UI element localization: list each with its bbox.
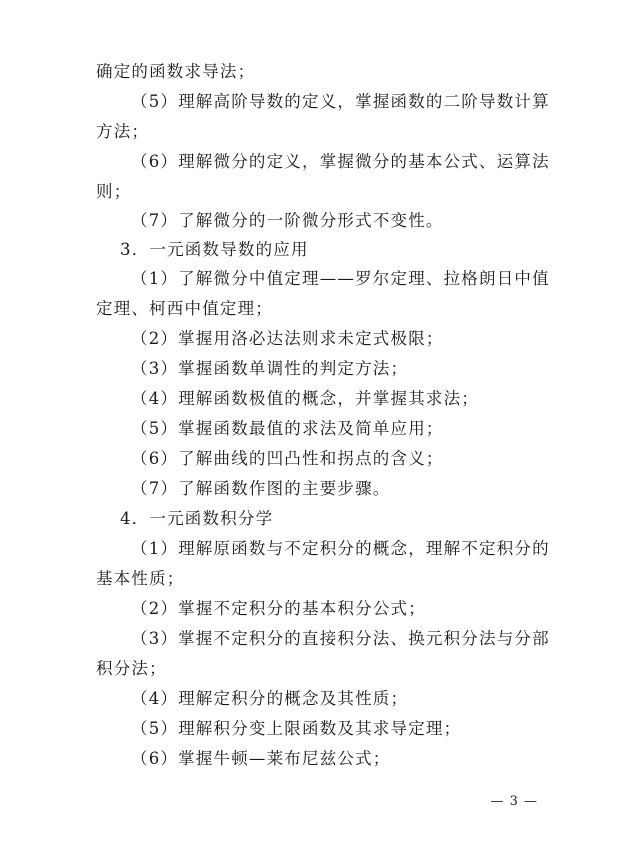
text-line: （4）理解函数极值的概念，并掌握其求法； [131, 389, 479, 408]
section-heading: 4．一元函数积分学 [120, 509, 274, 528]
text-line: （5）理解高阶导数的定义，掌握函数的二阶导数计算 [131, 92, 550, 111]
text-line: 定理、柯西中值定理； [96, 299, 273, 318]
text-line: （5）理解积分变上限函数及其求导定理； [131, 719, 462, 738]
text-line: （3）掌握函数单调性的判定方法； [131, 359, 409, 378]
text-line: （3）掌握不定积分的直接积分法、换元积分法与分部 [131, 629, 550, 648]
text-line: 积分法； [96, 659, 167, 678]
text-line: （1）理解原函数与不定积分的概念，理解不定积分的 [131, 539, 550, 558]
text-line: （4）理解定积分的概念及其性质； [131, 689, 409, 708]
text-line: （6）了解曲线的凹凸性和拐点的含义； [131, 449, 444, 468]
text-line: 则； [96, 182, 132, 201]
section-heading: 3．一元函数导数的应用 [120, 240, 309, 259]
text-line: （2）掌握不定积分的基本积分公式； [131, 599, 426, 618]
text-line: （6）掌握牛顿—莱布尼兹公式； [131, 749, 391, 768]
text-line: 确定的函数求导法； [96, 62, 256, 81]
text-line: （1）了解微分中值定理——罗尔定理、拉格朗日中值 [131, 269, 550, 288]
text-line: （7）了解微分的一阶微分形式不变性。 [131, 211, 444, 230]
text-line: （5）掌握函数最值的求法及简单应用； [131, 419, 444, 438]
text-line: （2）掌握用洛必达法则求未定式极限； [131, 329, 444, 348]
text-line: 基本性质； [96, 569, 185, 588]
text-line: （6）理解微分的定义，掌握微分的基本公式、运算法 [131, 152, 550, 171]
page-number: — 3 — [490, 794, 538, 809]
text-line: （7）了解函数作图的主要步骤。 [131, 479, 391, 498]
text-line: 方法； [96, 122, 150, 141]
